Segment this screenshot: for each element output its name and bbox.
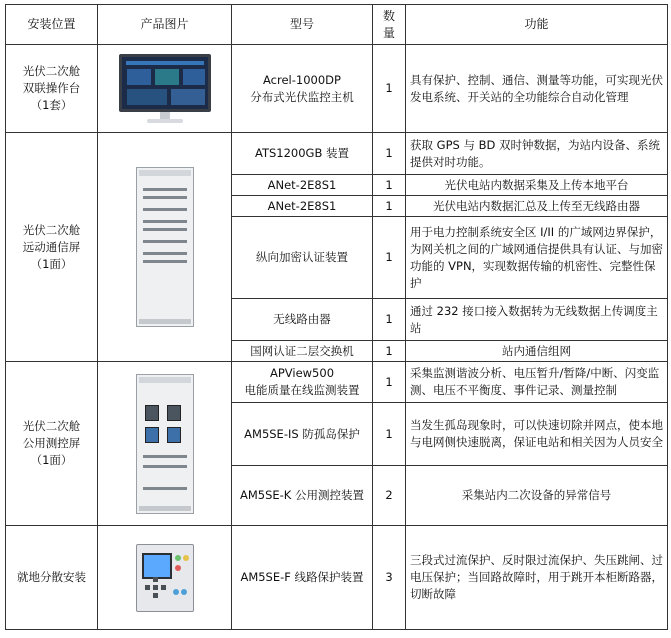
qty-cell: 1: [373, 299, 406, 341]
table-row: [6, 526, 668, 630]
model-cell: 纵向加密认证装置: [232, 217, 373, 299]
function-cell: 当发生孤岛现象时，可以快速切除并网点，使本地与电网侧快速脱离，保证电站和相关因为人员安全: [406, 403, 668, 466]
table-row: [6, 133, 668, 175]
model-cell: AM5SE-IS 防孤岛保护: [232, 403, 373, 466]
location-cell: 光伏二次舱 公用测控屏 （1面）: [6, 362, 98, 526]
model-cell: AM5SE-K 公用测控装置: [232, 466, 373, 526]
qty-cell: 1: [373, 196, 406, 217]
model-cell: ANet-2E8S1: [232, 196, 373, 217]
function-cell: 光伏电站内数据采集及上传本地平台: [406, 175, 668, 196]
qty-cell: 1: [373, 217, 406, 299]
model-cell: ANet-2E8S1: [232, 175, 373, 196]
table-header-row: [6, 5, 668, 45]
table-row: [6, 45, 668, 133]
location-cell: 光伏二次舱 远动通信屏 （1面）: [6, 133, 98, 362]
product-image-cell: [98, 362, 232, 526]
qty-cell: 1: [373, 133, 406, 175]
relay-device-icon: [136, 544, 194, 612]
qty-cell: 1: [373, 175, 406, 196]
model-cell: Acrel-1000DP 分布式光伏监控主机: [232, 45, 373, 133]
model-cell: AM5SE-F 线路保护装置: [232, 526, 373, 630]
qty-cell: 1: [373, 403, 406, 466]
function-cell: 用于电力控制系统安全区 I/II 的广域网边界保护，为网关机之间的广域网通信提供具有认证、与加密功能的 VPN，实现数据传输的机密性、完整性保护: [406, 217, 668, 299]
function-cell: 光伏电站内数据汇总及上传至无线路由器: [406, 196, 668, 217]
location-cell: 光伏二次舱 双联操作台 （1套）: [6, 45, 98, 133]
header-function: 功能: [406, 5, 668, 45]
model-cell: APView500 电能质量在线监测装置: [232, 362, 373, 403]
qty-cell: 3: [373, 526, 406, 630]
function-cell: 三段式过流保护、反时限过流保护、失压跳闸、过电压保护；当回路故障时，用于跳开本柜断路器，切断故障: [406, 526, 668, 630]
monitor-icon: [119, 54, 211, 124]
model-cell: ATS1200GB 装置: [232, 133, 373, 175]
qty-cell: 1: [373, 341, 406, 362]
header-qty: 数量: [373, 5, 406, 45]
function-cell: 获取 GPS 与 BD 双时钟数据，为站内设备、系统提供对时功能。: [406, 133, 668, 175]
table-row: [6, 362, 668, 403]
qty-cell: 1: [373, 362, 406, 403]
header-image: 产品图片: [98, 5, 232, 45]
model-cell: 无线路由器: [232, 299, 373, 341]
product-image-cell: [98, 526, 232, 630]
cabinet-icon: [136, 167, 194, 327]
qty-cell: 2: [373, 466, 406, 526]
function-cell: 采集站内二次设备的异常信号: [406, 466, 668, 526]
function-cell: 通过 232 接口接入数据转为无线数据上传调度主站: [406, 299, 668, 341]
model-cell: 国网认证二层交换机: [232, 341, 373, 362]
location-cell: 就地分散安装: [6, 526, 98, 630]
header-model: 型号: [232, 5, 373, 45]
product-image-cell: [98, 45, 232, 133]
header-location: 安装位置: [6, 5, 98, 45]
product-image-cell: [98, 133, 232, 362]
equipment-table: [5, 4, 668, 630]
qty-cell: 1: [373, 45, 406, 133]
function-cell: 采集监测谐波分析、电压暂升/暂降/中断、闪变监测、电压不平衡度、事件记录、测量控制: [406, 362, 668, 403]
cabinet-with-meters-icon: [136, 374, 194, 514]
function-cell: 站内通信组网: [406, 341, 668, 362]
function-cell: 具有保护、控制、通信、测量等功能，可实现光伏发电系统、开关站的全功能综合自动化管理: [406, 45, 668, 133]
